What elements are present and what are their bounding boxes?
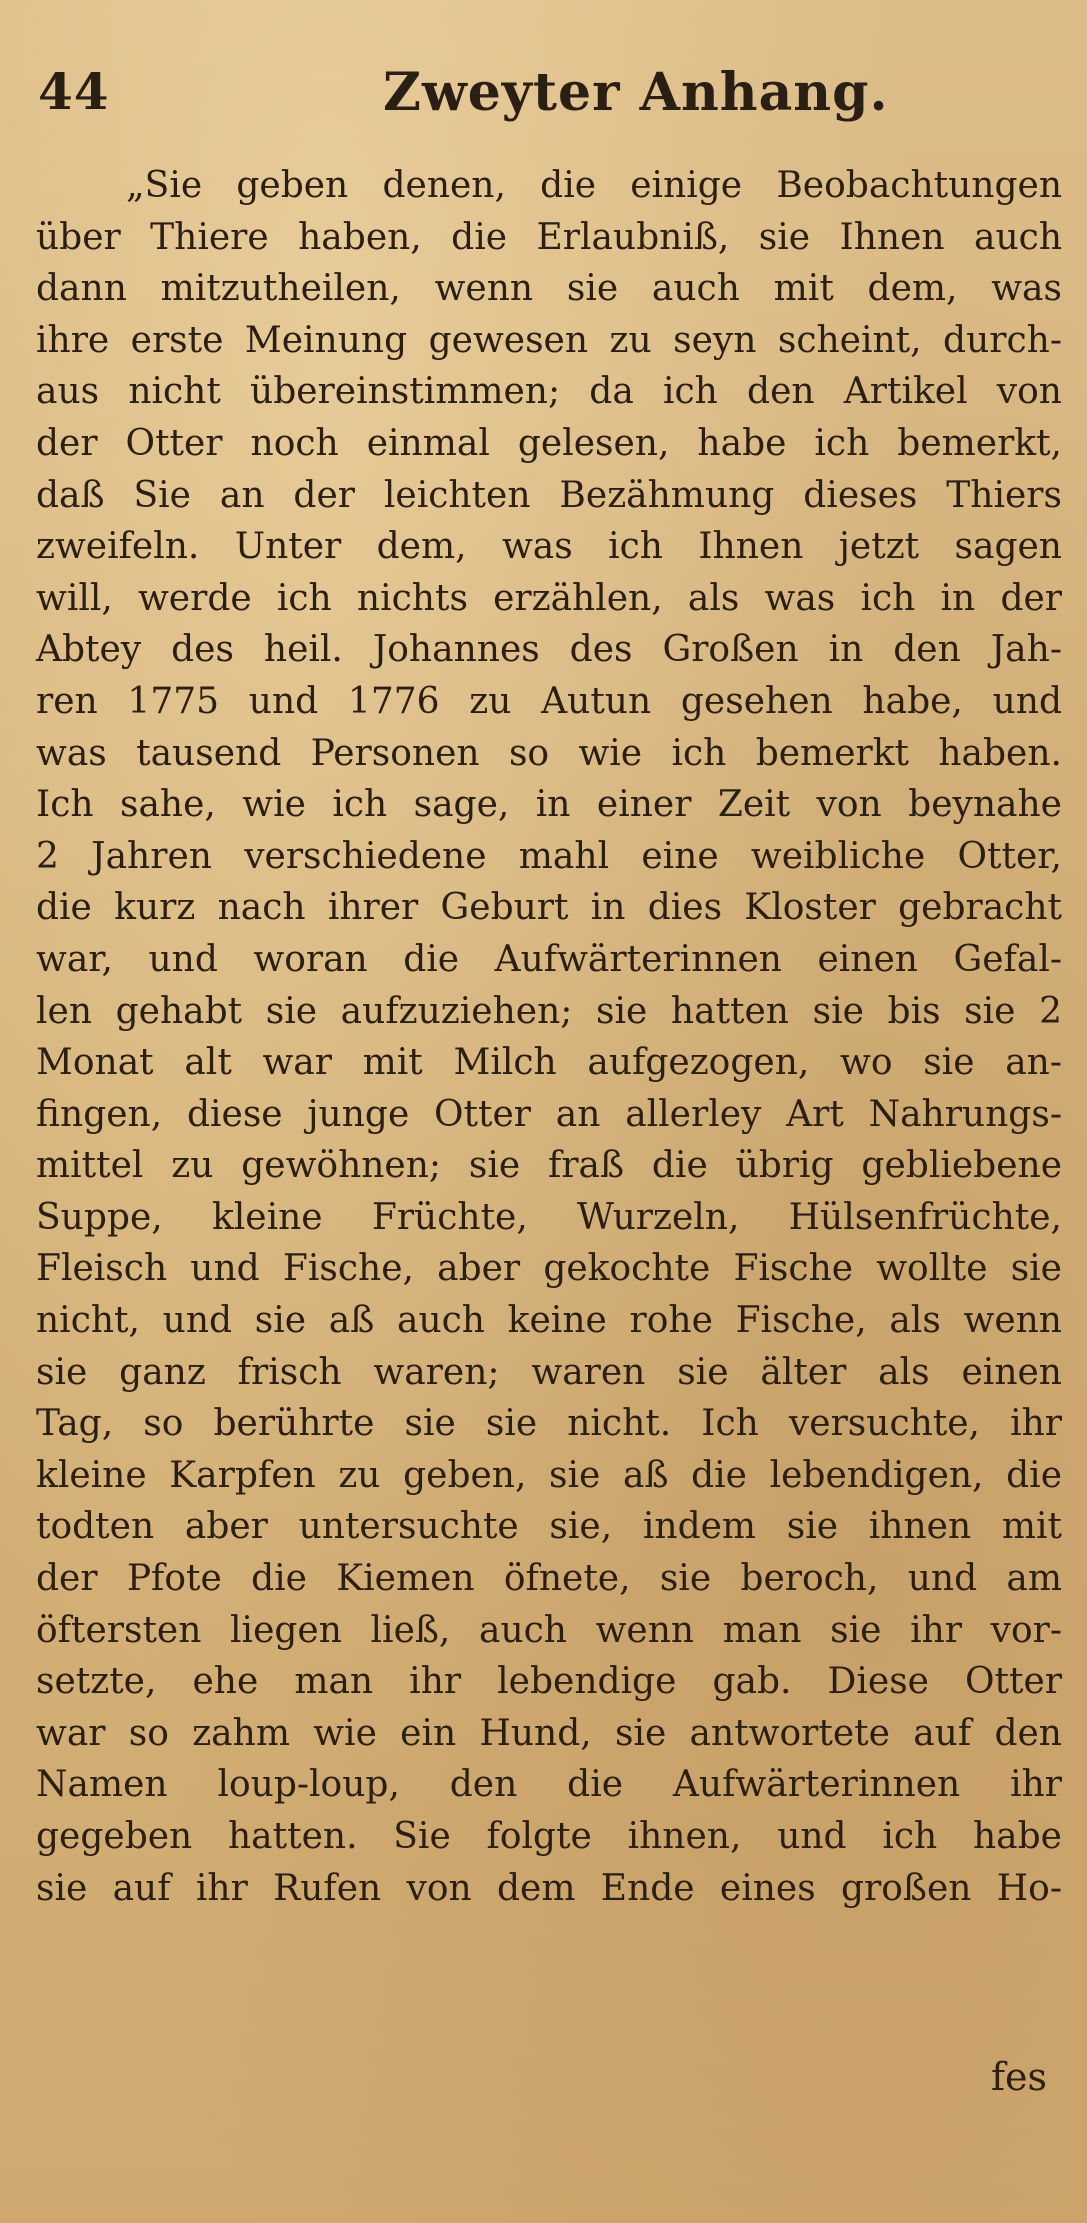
running-title: Zweyter Anhang. — [383, 62, 889, 123]
text-line: zweifeln. Unter dem, was ich Ihnen jetzt sagen — [36, 526, 1062, 568]
text-line: war so zahm wie ein Hund, sie antwortete auf den — [36, 1712, 1062, 1754]
text-line: Fleisch und Fische, aber gekochte Fische wollte sie — [36, 1248, 1062, 1290]
text-line: len gehabt sie aufzuziehen; sie hatten sie bis sie 2 — [36, 990, 1062, 1032]
text-line: dann mitzutheilen, wenn sie auch mit dem, was — [36, 268, 1062, 310]
text-line: 2 Jahren verschiedene mahl eine weibliche Otter, — [36, 835, 1062, 877]
body-text — [36, 160, 1062, 1914]
text-line: Abtey des heil. Johannes des Großen in den Jah- — [36, 629, 1062, 671]
text-line: nicht, und sie aß auch keine rohe Fische, als wenn — [36, 1300, 1062, 1342]
text-line: sie ganz frisch waren; waren sie älter als einen — [36, 1351, 1062, 1393]
text-line: „Sie geben denen, die einige Beobachtungen — [126, 165, 1062, 206]
text-line: kleine Karpfen zu geben, sie aß die lebendigen, die — [36, 1454, 1062, 1496]
text-line: sie auf ihr Rufen von dem Ende eines großen Ho- — [36, 1867, 1062, 1909]
text-line: Monat alt war mit Milch aufgezogen, wo sie an- — [36, 1042, 1062, 1084]
text-line: war, und woran die Aufwärterinnen einen Gefal- — [36, 938, 1062, 980]
text-line: fingen, diese junge Otter an allerley Art Nahrungs- — [36, 1093, 1062, 1135]
text-line: Suppe, kleine Früchte, Wurzeln, Hülsenfrüchte, — [36, 1196, 1062, 1238]
text-line: was tausend Personen so wie ich bemerkt haben. — [36, 732, 1062, 774]
text-line: der Otter noch einmal gelesen, habe ich bemerkt, — [36, 422, 1062, 464]
catchword: fes — [990, 2055, 1047, 2099]
text-line: die kurz nach ihrer Geburt in dies Kloster gebracht — [36, 887, 1062, 929]
text-line: über Thiere haben, die Erlaubniß, sie Ihnen auch — [36, 216, 1062, 258]
text-line: setzte, ehe man ihr lebendige gab. Diese Otter — [36, 1661, 1062, 1703]
text-line: gegeben hatten. Sie folgte ihnen, und ich habe — [36, 1816, 1062, 1857]
text-line: will, werde ich nichts erzählen, als was ich in der — [36, 577, 1062, 619]
text-line: Namen loup-loup, den die Aufwärterinnen ihr — [36, 1764, 1062, 1806]
text-line: ihre erste Meinung gewesen zu seyn scheint, durch- — [36, 319, 1062, 361]
page-number: 44 — [38, 62, 110, 121]
text-line: aus nicht übereinstimmen; da ich den Artikel von — [36, 371, 1062, 413]
text-line: todten aber untersuchte sie, indem sie ihnen mit — [36, 1506, 1062, 1548]
text-line: Ich sahe, wie ich sage, in einer Zeit von beynahe — [36, 784, 1062, 826]
text-line: der Pfote die Kiemen öfnete, sie beroch, und am — [36, 1558, 1062, 1600]
text-line: daß Sie an der leichten Bezähmung dieses Thiers — [36, 474, 1062, 516]
text-line: Tag, so berührte sie sie nicht. Ich versuchte, ihr — [36, 1403, 1062, 1445]
text-line: ren 1775 und 1776 zu Autun gesehen habe, und — [36, 680, 1062, 722]
text-line: mittel zu gewöhnen; sie fraß die übrig gebliebene — [36, 1145, 1062, 1187]
text-line: öftersten liegen ließ, auch wenn man sie ihr vor- — [36, 1609, 1062, 1651]
page-header — [38, 62, 1058, 132]
